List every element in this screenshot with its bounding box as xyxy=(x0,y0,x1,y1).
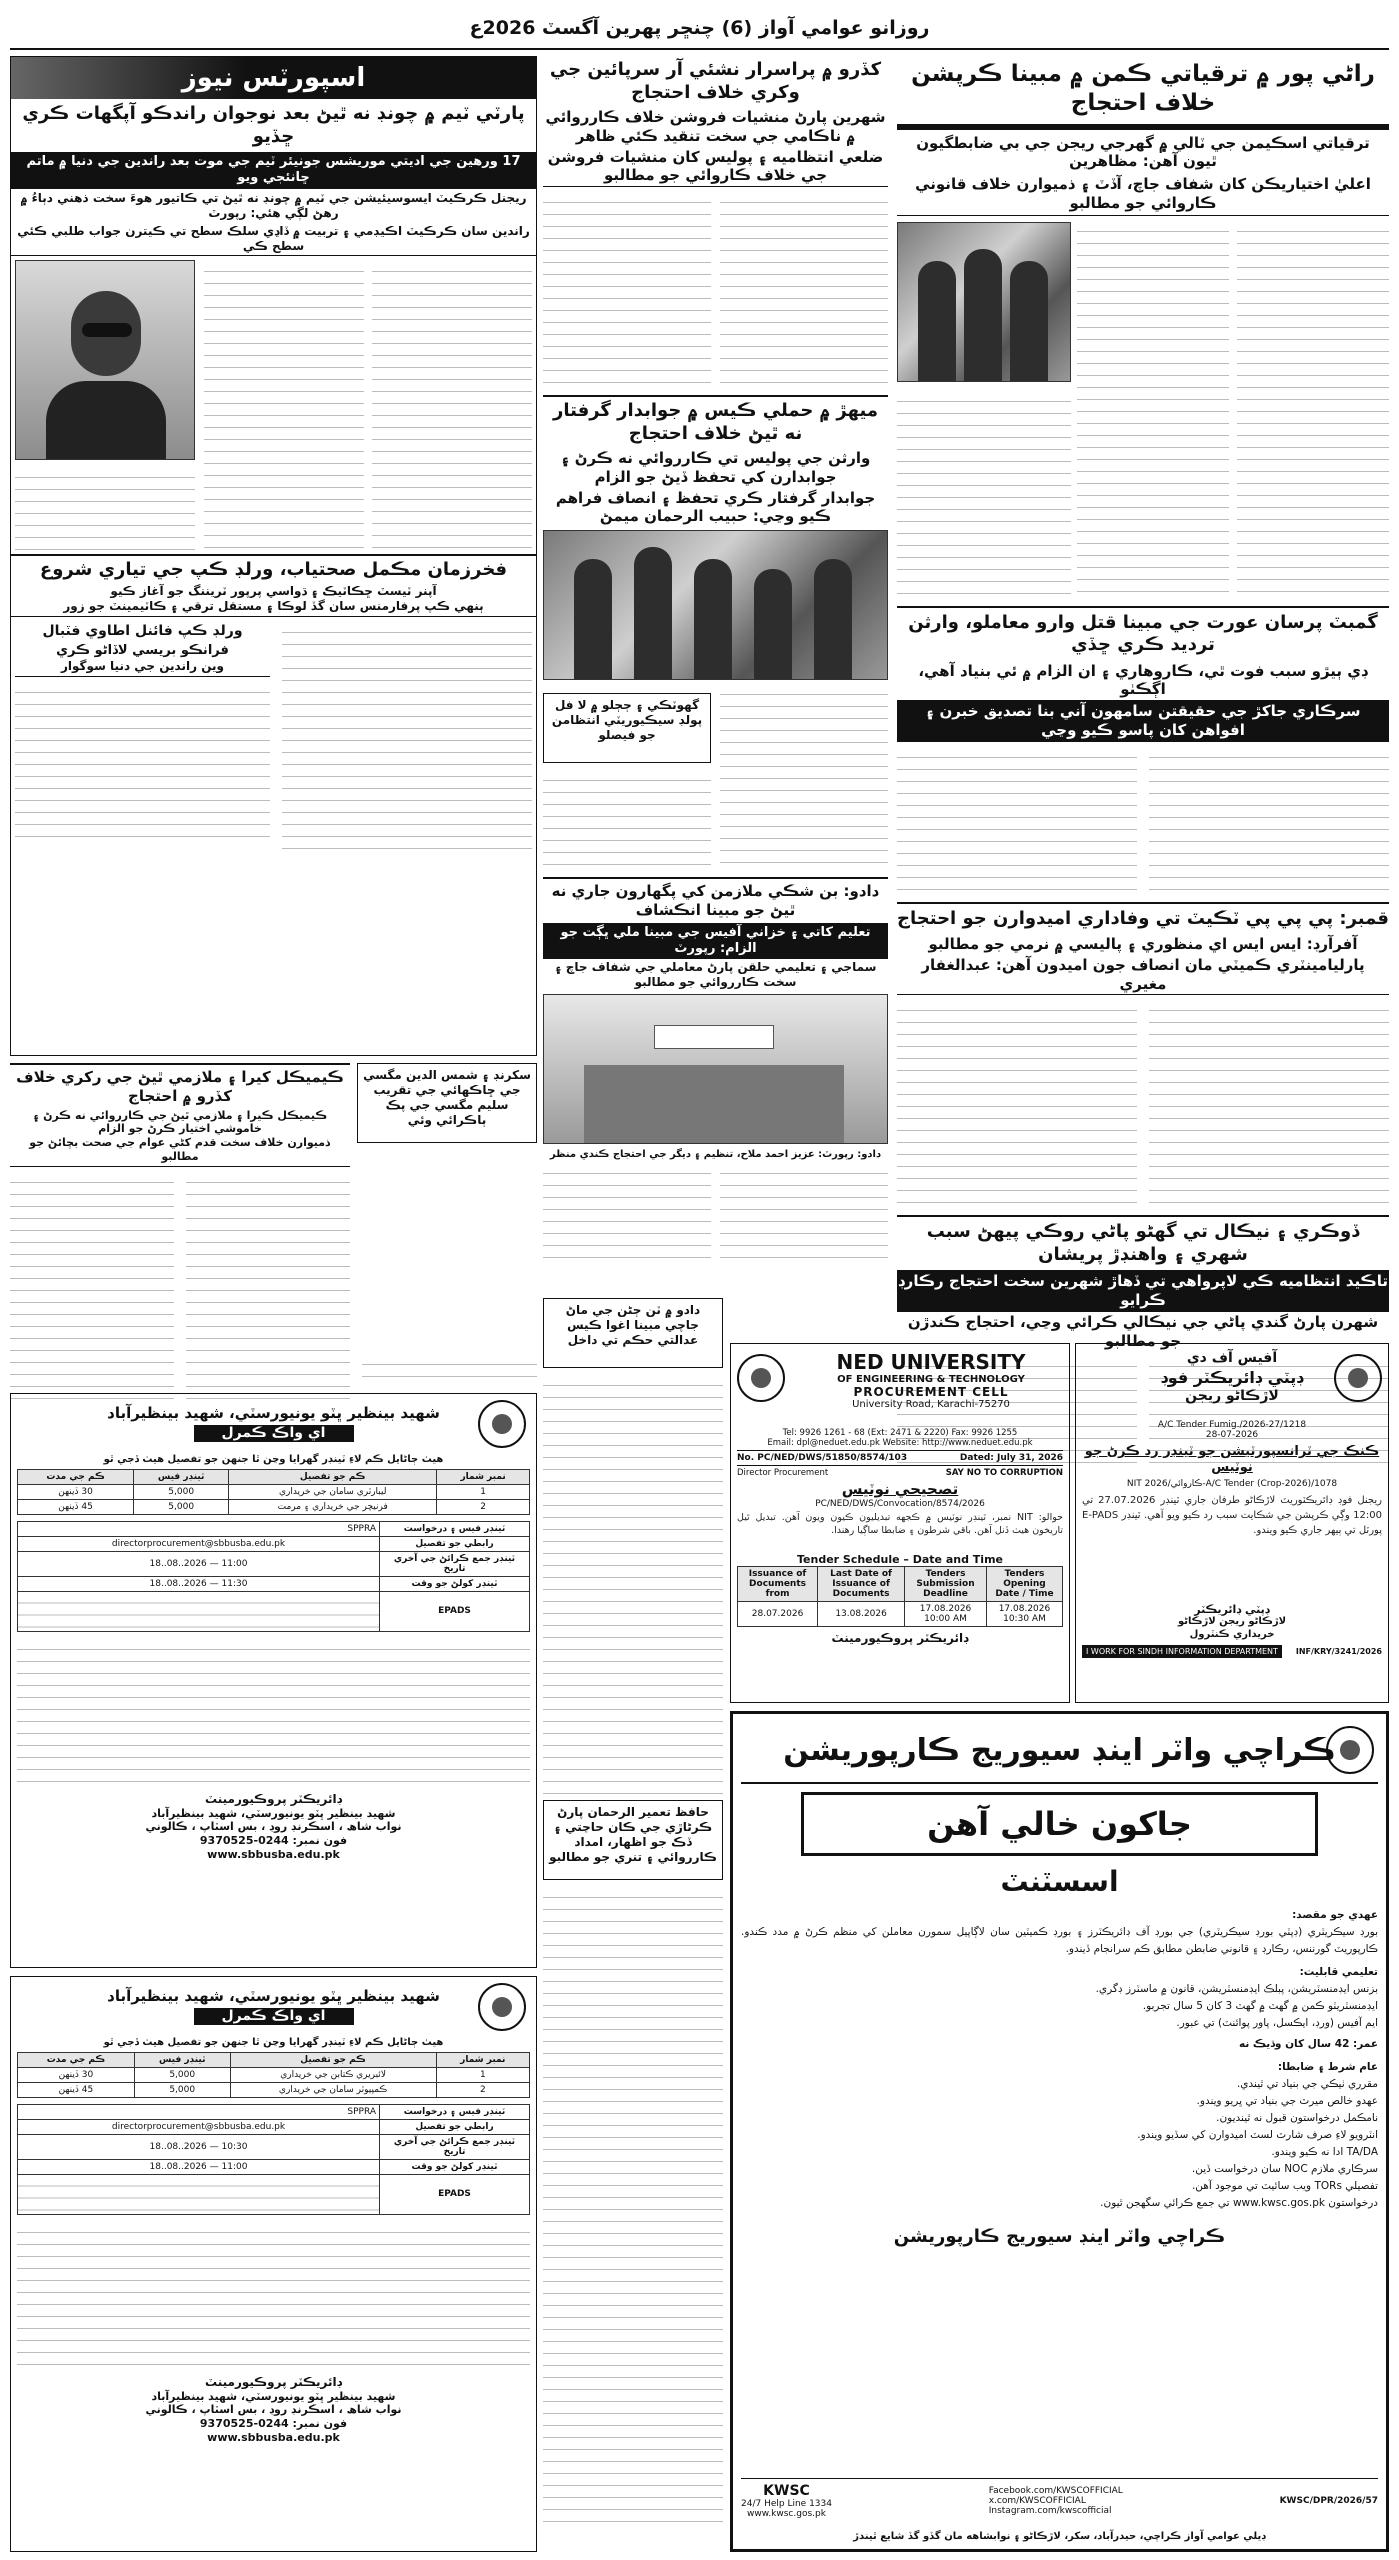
ned-director: Director Procurement xyxy=(737,1468,829,1478)
ned-corruption: SAY NO TO CORRUPTION xyxy=(945,1468,1063,1478)
th-fee: ٽينڊر فيس xyxy=(134,1469,229,1484)
kwsc-logo xyxy=(1326,1726,1374,1774)
sports-title: اسپورٽس نيوز xyxy=(11,57,536,99)
food-date: 28-07-2026 xyxy=(1205,1430,1259,1440)
list-item: سرڪاري ملازم NOC سان درخواست ڏين. xyxy=(1191,2163,1378,2175)
headline-mehar: ميهڙ ۾ حملي ڪيس ۾ جوابدار گرفتار نه ٿيڻ خلاف احتجاج xyxy=(552,400,879,444)
ned-notice-title: تصحيحي نوٽيس xyxy=(841,1480,959,1498)
story-text xyxy=(282,621,532,851)
story-text xyxy=(10,1171,174,1401)
ned-body: حوالو: NIT نمبر، ٽينڊر نوٽيس ۾ ڪجھه تبديليون ڪيون ويون آهن. تبديل ٿيل تاريخون هيٺ ڏنل آهن. باقي شرطون ۽ ضابطا ساڳيا رهندا. xyxy=(737,1511,1063,1536)
list-item: عهدو خالص ميرٽ جي بنياد تي ڀريو ويندو. xyxy=(1196,2095,1378,2107)
sbbu-info-table: ٽينڊر فيس ۽ درخواست SPPRA رابطي جو تفصيل directorprocurement@sbbusba.edu.pk ٽينڊر جمع ڪرائڻ جي آخري تاريخ 18..08..2026 — 11:00 ٽينڊر کولڻ جو وقت 18..08..2026 — 11:30 EPADS xyxy=(17,1521,530,1632)
office-building-photo xyxy=(543,994,888,1144)
deck2-drainage: شهرن پارڻ گندي پاڻي جي نيڪالي ڪرائي وڃي، احتجاج ڪندڙن جو مطالبو xyxy=(907,1312,1379,1350)
hafiz-inset: حافظ تعمير الرحمان پارڻ ڪرڻاڙي جي ڪان حاڃتي ۽ ڏڪ جو اظهار، امداد ڪارروائي ۽ تنري جو مطالبو xyxy=(543,1800,723,1880)
kwsc-name: ڪراچي واٽر اينڊ سيوريج ڪارپوريشن xyxy=(783,1733,1336,1768)
kwsc-web[interactable]: www.kwsc.gos.pk xyxy=(747,2509,826,2519)
list-item: نامڪمل درخواستون قبول نه ٿينديون. xyxy=(1216,2112,1378,2124)
headline-rani-pur: راڻي پور ۾ ترقياتي ڪمن ۾ مبينا ڪرپشن خلاف احتجاج xyxy=(911,61,1375,116)
food-title: ڊپٽي ڊائريڪٽر فوڊ xyxy=(1160,1367,1304,1387)
story-text xyxy=(372,260,532,550)
deck-fakhar: آپنر ٽيسٽ ڇڪاٽيڪ ۽ ڌواسي پرپور ٽريننگ جو آغاز ڪيو xyxy=(110,584,437,598)
story-text xyxy=(543,1886,723,2526)
deck-rani-pur xyxy=(897,124,1389,130)
sindh-slogan: I WORK FOR SINDH xyxy=(1086,1647,1164,1657)
story-text xyxy=(897,746,1137,896)
story-text xyxy=(1149,999,1389,1209)
kwsc-purpose: بورڊ سيڪريٽري (ڊپٽي بورڊ سيڪريٽري) جي بورڊ آف ڊائريڪٽرز ۽ بورڊ ڪميٽين سان لاڳاپيل سمورن معاملن کي منظم ڪرڻ ۾ مدد ڪندو. ڪارپوريٽ گورننس، رڪارڊ ۽ قانوني ضابطن مطابق ڪم سرانجام ڏيندو. xyxy=(741,1926,1378,1955)
dadu-abduction-inset: دادو ۾ ٽن ڄڻن جي ماڻ جاچي مبينا اغوا ڪيس عدالتي حڪم تي داخل xyxy=(543,1298,723,1368)
food-body: ريجنل فوڊ ڊائريڪٽوريٽ لاڙڪاڻو طرفان جاري ٽينڊر 27.07.2026 تي 12:00 وڳي ڪرپشن جي شڪايت سبب رد ڪيو ويو آهي. ٽينڊر E-PADS پورٽل تي ٻيهر جاري ڪيو ويندو. xyxy=(1082,1494,1382,1536)
protest-photo xyxy=(897,222,1071,382)
list-item: انٽرويو لاءِ صرف شارٽ لسٽ اميدوارن کي سڏيو ويندو. xyxy=(1137,2129,1378,2141)
deck2-gambat: سرڪاري جاکڙ جي حقيقتن سامهون آني بنا تصديق خبرن ۽ افواهن کان پاسو ڪيو وڃي xyxy=(897,700,1389,742)
kwsc-x[interactable]: x.com/KWSCOFFICIAL xyxy=(988,2496,1086,2506)
story-text xyxy=(543,769,711,873)
ned-date: Dated: July 31, 2026 xyxy=(959,1453,1063,1463)
table-row: 2 فرنيچر جي خريداري ۽ مرمت 5,000 45 ڏينهن xyxy=(18,1499,530,1514)
sbbu-tender-ad-2: شهيد بينظير ڀٽو يونيورسٽي، شهيد بينظيرآباد اي واڪ ڪمرل هيٺ ڄاڻايل ڪم لاءِ ٽينڊر گهرايا وڃن ٿا جنهن جو تفصيل هيٺ ڏجي ٿو نمبر شمار ڪم جو تفصيل ٽينڊر فيس ڪم جي مدت 1 لائبريري ڪتابن جي خريداري 5,000 30 ڏينهن 2 ڪمپيوٽر سامان جي خريداري 5,000 45 ڏينهن ٽينڊر فيس ۽ درخواست SPPRA رابطي جو تفصيل directorprocurement@sbbusba.edu.pk ٽينڊر جمع ڪرائڻ جي آخري تاريخ 18..08..2026 — 10:30 ٽينڊر کولڻ جو وقت 18..08..2026 — 11:00 EPADS ڊائريڪٽر پروڪيورمينٽ شهيد بينظير ڀٽو يونيورسٽي، شهيد بينظيرآباد نواب شاھ ، اسڪرنڊ روڊ ، بس اسٽاپ ، ڪالوني فون نمبر: 0244-9370525 www.sbbusba.edu.pk xyxy=(10,1976,537,2552)
sbbu-sign2: شهيد بينظير ڀٽو يونيورسٽي، شهيد بينظيرآباد xyxy=(151,1806,396,1820)
list-item: درخواستون www.kwsc.gos.pk تي جمع ڪرائي سگهجن ٿيون. xyxy=(1100,2197,1378,2209)
inset-title: گهوٽڪي ۽ ڄڄلو ۾ لا فل پولڊ سيڪيوريٽي انتظامن جو فيصلو xyxy=(551,698,703,742)
deck2-worldcup: وين راندين جي دنيا سوگوار xyxy=(15,659,270,677)
kwsc-post: اسسٽنٽ xyxy=(1000,1865,1119,1898)
sbbu-name: شهيد بينظير ڀٽو يونيورسٽي، شهيد بينظيرآباد xyxy=(107,1987,440,2005)
lower-inset-column xyxy=(543,1298,723,2552)
deck2-mehar: جوابدار گرفتار ڪري تحفظ ۽ انصاف فراهم ڪيو وڃي: حبيب الرحمان ميمڻ xyxy=(555,488,876,526)
sbbu-title: اي واڪ ڪمرل xyxy=(194,1425,354,1443)
kwsc-qual-heading: تعليمي قابليت: xyxy=(1299,1966,1378,1978)
middle-column xyxy=(543,56,888,1296)
deck2-khadro: ضلعي انتظاميه ۽ پوليس کان منشيات فروشن جي خلاف ڪاروائي جو مطالبو xyxy=(543,147,888,188)
story-text xyxy=(186,1171,350,1401)
story-text xyxy=(897,999,1137,1209)
kwsc-job-ad xyxy=(730,1711,1389,2552)
sbbu-email[interactable]: directorprocurement@sbbusba.edu.pk xyxy=(18,1536,380,1551)
masthead-text: روزانو عوامي آواز (6) چنڇر پهرين آگسٽ 2026ع xyxy=(469,17,930,39)
kwsc-ref: KWSC/DPR/2026/57 xyxy=(1279,2496,1378,2506)
kwsc-age: عمر: 42 سال کان وڌيڪ نه xyxy=(1238,2038,1378,2050)
deck-dadu: تعليم کاتي ۽ خزاني آفيس جي مبينا ملي ڀڳت جو الزام: رپورٽ xyxy=(543,923,888,960)
sbbu-info-table-2: ٽينڊر فيس ۽ درخواست SPPRA رابطي جو تفصيل directorprocurement@sbbusba.edu.pk ٽينڊر جمع ڪرائڻ جي آخري تاريخ 18..08..2026 — 10:30 ٽينڊر کولڻ جو وقت 18..08..2026 — 11:00 EPADS xyxy=(17,2104,530,2215)
sbbu-web[interactable]: www.sbbusba.edu.pk xyxy=(207,1847,340,1861)
ned-notice xyxy=(730,1343,1070,1703)
story-text xyxy=(362,1353,537,1383)
sbbu-address: نواب شاھ ، اسڪرنڊ روڊ ، بس اسٽاپ ، ڪالوني xyxy=(145,1820,402,1834)
table-row: 28.07.2026 13.08.2026 17.08.2026 10:00 AM 17.08.2026 10:30 AM xyxy=(738,1601,1063,1626)
food-nit: NIT ڪاروائي/2026-A/C Tender (Crop-2026)/1078 xyxy=(1126,1478,1338,1489)
ned-address: University Road, Karachi-75270 xyxy=(852,1399,1010,1410)
food-sign2: لاڙڪاڻو ريجن لاڙڪاڻو xyxy=(1177,1616,1287,1628)
sindh-info-dept: INFORMATION DEPARTMENT xyxy=(1165,1647,1278,1657)
ned-logo xyxy=(737,1354,785,1402)
food-org: آفيس آف دي xyxy=(1186,1350,1278,1366)
newspaper-page xyxy=(10,8,1389,2552)
deck-gambat: ڊي ٻيڙو سبب فوت ٿي، ڪاروهاري ۽ ان الزام ۾ ئي بنياد آهي، اڳڪٺو xyxy=(918,661,1368,699)
security-inset xyxy=(543,693,711,763)
sbbu-notice: هيٺ ڄاڻايل ڪم لاءِ ٽينڊر گهرايا وڃن ٿا جنهن جو تفصيل هيٺ ڏجي ٿو xyxy=(103,2037,444,2048)
food-sign3: خريداري ڪنٽرول xyxy=(1189,1628,1275,1640)
deck-khadro: شهرين پارڻ منشيات فروشن خلاف ڪارروائي ۾ ناڪامي جي سخت تنقيد ڪئي ظاهر xyxy=(545,108,886,145)
kwsc-purpose-heading: عهدي جو مقصد: xyxy=(1292,1909,1378,1921)
sports-column xyxy=(10,56,537,1056)
story-text xyxy=(720,1162,888,1258)
deck-mehar: وارثن جي پوليس تي ڪارروائي نه ڪرڻ ۽ جوابدارن کي تحفظ ڏيڻ جو الزام xyxy=(560,449,871,486)
ned-sign: ڊائريڪٽر پروڪيورمينٽ xyxy=(831,1630,969,1645)
story-text xyxy=(720,191,888,391)
th-detail: ڪم جو تفصيل xyxy=(229,1469,437,1484)
ned-email: Email: dpl@neduet.edu.pk Website: http://www.neduet.edu.pk xyxy=(767,1438,1033,1448)
ned-schedule-title: Tender Schedule – Date and Time xyxy=(796,1552,1003,1566)
deck-chemical: ڪيميڪل ڪيرا ۽ ملازمي ٿيڻ جي ڪارروائي نه ڪرڻ ۽ خاموشي اختيار ڪرڻ جو الزام xyxy=(32,1108,328,1136)
deck2-rani-pur: ترقياتي اسڪيمن جي ٽالي ۾ گهرجي ريجن جي بي ضابطگيون ٿيون آهن: مظاهرين xyxy=(916,133,1370,171)
deck2-chemical: ذميوارن خلاف سخت قدم کڻي عوام جي صحت بچائڻ جو مطالبو xyxy=(10,1136,350,1167)
deck-qambar: آفرآرڊ: ايس ايس اي منظوري ۽ پاليسي ۾ نرمي جو مطالبو xyxy=(928,935,1358,953)
deck-worldcup: فرانڪو بريسي لاڏاڻو ڪري xyxy=(56,642,229,658)
food-dept-notice xyxy=(1075,1343,1389,1703)
sbbu-name: شهيد بينظير ڀٽو يونيورسٽي، شهيد بينظيرآباد xyxy=(107,1404,440,1422)
deck2-sports: ريجنل ڪرڪيٽ ايسوسيئيشن جي ٽيم ۾ چونڊ نه ٿيڻ تي ڪاتيور هوءَ سخت ذهني دٻاءُ ۾ رهڻ لڳي هئي: رپورٽ xyxy=(20,190,527,220)
ned-cell: PROCUREMENT CELL xyxy=(853,1385,1009,1399)
sbbu-notice: هيٺ ڄاڻايل ڪم لاءِ ٽينڊر گهرايا وڃن ٿا جنهن جو تفصيل هيٺ ڏجي ٿو xyxy=(103,1454,444,1465)
list-item: TA/DA ادا نه ڪيو ويندو. xyxy=(1271,2146,1378,2158)
story-text xyxy=(15,466,195,550)
kwsc-helpline: 24/7 Help Line 1334 xyxy=(741,2499,832,2509)
story-text xyxy=(1077,220,1229,600)
press-club-photo xyxy=(543,530,888,680)
ned-schedule-table: Issuance of Documents from Last Date of Issuance of Documents Tenders Submission Deadline Tenders Opening Date / Time 28.07.2026 13.08.2026 17.08.2026 10:00 AM 17.08.2026 10:30 AM xyxy=(737,1566,1063,1627)
story-text xyxy=(1149,746,1389,896)
kwsc-footer: ڊيلي عوامي آواز ڪراچي، حيدرآباد، سکر، لاڙڪاڻو ۽ نوابشاهه مان گڏو گڏ شايع ٿيندڙ xyxy=(853,2530,1266,2542)
deck-sports: 17 ورهين جي اديتي موريشس جونيئر ٽيم جي موت بعد راندين جي دنيا ۾ ماتم ڇانئجي ويو xyxy=(11,152,536,189)
list-item: ايم آفيس (ورڊ، ايڪسل، پاور پوائنٽ) تي عبور. xyxy=(1176,2017,1378,2029)
list-item: ايڊمنسٽريٽو ڪمن ۾ گهٽ ۾ گهٽ 3 کان 5 سال تجربو. xyxy=(1142,2000,1378,2012)
headline-gambat: گمبٽ پرسان عورت جي مبينا قتل وارو معاملو، وارثن ترديد ڪري ڇڏي xyxy=(908,611,1378,655)
ned-name: NED UNIVERSITY xyxy=(836,1350,1026,1374)
deck2-qambar: پارليامينٽري ڪميٽي مان انصاف جون اميدون آهن: عبدالغفار مغيري xyxy=(897,955,1389,996)
deck2-dadu: سماجي ۽ تعليمي حلقن پارڻ معاملي جي شفاف جاچ ۽ سخت ڪارروائي جو مطالبو xyxy=(554,960,877,989)
ned-subname: OF ENGINEERING & TECHNOLOGY xyxy=(837,1374,1025,1385)
deck3-rani-pur: اعليٰ اختياريڪن کان شفاف جاچ، آڏٽ ۽ ذميوارن خلاف قانوني ڪاروائي جو مطالبو xyxy=(897,173,1389,216)
food-sign: ڊپٽي ڊائريڪٽر xyxy=(1194,1602,1270,1616)
list-item: تفصيلي TORs ويب سائيٽ تي موجود آهن. xyxy=(1191,2180,1378,2192)
th-time: ڪم جي مدت xyxy=(18,1469,134,1484)
chemical-story xyxy=(10,1063,350,1383)
story-text xyxy=(15,681,270,841)
lower-text-column xyxy=(362,1353,537,2552)
list-item: مقرري ٺيڪي جي بنياد تي ٿيندي. xyxy=(1236,2078,1378,2090)
masthead xyxy=(10,8,1389,50)
sbbu-title2: اي واڪ ڪمرل xyxy=(194,2008,354,2026)
list-item: بزنس ايڊمنسٽريشن، پبلڪ ايڊمنسٽريشن، قانون ۾ ماسٽرز ڊگري. xyxy=(1095,1983,1378,1995)
deck-drainage: تاڪيد انتظاميه ڪي لاپرواهي تي ڏهاڙ شهرين سخت احتجاج رڪارڊ ڪرايو xyxy=(897,1270,1389,1312)
right-column xyxy=(897,56,1389,1350)
story-text xyxy=(543,1162,711,1258)
food-region: لاڙڪاڻو ريجن xyxy=(1185,1387,1279,1404)
inset-column xyxy=(357,1063,537,1343)
table-row: 1 ليبارٽري سامان جي خريداري 5,000 30 ڏينهن xyxy=(18,1484,530,1499)
story-text xyxy=(543,1374,723,1794)
headline-fakhar: فخرزمان مڪمل صحتياب، ورلڊ ڪپ جي تياري شروع xyxy=(39,558,508,580)
food-ref: A/C Tender Fumig./2026-27/1218 xyxy=(1157,1420,1307,1430)
story-text xyxy=(204,260,364,550)
sbbu-phone: فون نمبر: 0244-9370525 xyxy=(199,1834,348,1847)
story-text xyxy=(897,390,1071,600)
kwsc-logo-text: KWSC xyxy=(763,2483,810,2499)
ned-ref: No. PC/NED/DWS/51850/8574/103 xyxy=(737,1453,908,1463)
kwsc-rules-heading: عام شرط ۽ ضابطا: xyxy=(1277,2061,1378,2073)
table-row: 1 لائبريري ڪتابن جي خريداري 5,000 30 ڏينهن xyxy=(18,2067,530,2082)
headline-qambar: قمبر: پي پي پي ٽڪيٽ تي وفاداري اميدوارن جو احتجاج xyxy=(897,907,1389,929)
sindh-govt-logo xyxy=(1334,1354,1382,1402)
headline-khadro: کڏرو ۾ پراسرار نشئي آر سرپائين جي وکري خلاف احتجاج xyxy=(549,59,882,103)
food-inf: INF/KRY/3241/2026 xyxy=(1295,1647,1382,1657)
th-serial: نمبر شمار xyxy=(437,1469,530,1484)
food-subject: ڪنڪ جي ٽرانسپورٽيشن جو ٽينڊر رد ڪرڻ جو نوٽيس xyxy=(1084,1444,1380,1476)
headline-worldcup: ورلڊ ڪپ فائنل اطاوي فٽبال xyxy=(42,623,243,639)
kwsc-facebook[interactable]: Facebook.com/KWSCOFFICIAL xyxy=(988,2486,1123,2496)
table-row: 2 ڪمپيوٽر سامان جي خريداري 5,000 45 ڏينهن xyxy=(18,2082,530,2097)
deck2-fakhar: ٻنهي ڪپ پرفارمنس سان گڏ لوڪا ۽ مستقل ترقي ۽ ڪاٽيمينٽ جو زور xyxy=(11,599,536,617)
headline-chemical: ڪيميڪل کيرا ۽ ملازمي ٿيڻ جي رکري خلاف کڏرو ۾ احتجاج xyxy=(10,1063,350,1109)
headline-sports: پارٽي ٽيم ۾ چونڊ نه ٿيڻ بعد نوجوان راندڪو آپگهات ڪري ڇڏيو xyxy=(22,103,525,147)
sakrand-inset xyxy=(357,1063,537,1143)
ned-tel: Tel: 9926 1261 - 68 (Ext: 2471 & 2220) Fax: 9926 1255 xyxy=(782,1428,1018,1438)
story-text xyxy=(543,191,711,391)
kwsc-vacancy-box: جاکون خالي آهن xyxy=(801,1792,1318,1856)
headline-drainage: ڏوڪري ۽ نيڪال تي گهڻو پاڻي روڪي پيهڻ سبب شهري ۽ واهنڊڙ پريشان xyxy=(926,1221,1360,1265)
kwsc-sign: ڪراچي واٽر اينڊ سيوريج ڪارپوريشن xyxy=(893,2226,1226,2247)
story-text xyxy=(1237,220,1389,600)
deck3-sports: راندين سان ڪرڪيٽ اڪيڊمي ۽ تربيت ۾ ڏاڍي سلڪ سطح تي ڪيترن جواب طلبي ڪئي سطح ڪي xyxy=(11,223,536,256)
photo-caption-dadu: دادو: رپورٽ: عزيز احمد ملاح، تنظيم ۽ ديگر جي احتجاج ڪندي منظر xyxy=(549,1149,882,1160)
kwsc-instagram[interactable]: Instagram.com/kwscofficial xyxy=(988,2506,1112,2516)
ned-ref2: PC/NED/DWS/Convocation/8574/2026 xyxy=(815,1498,985,1509)
athlete-photo xyxy=(15,260,195,460)
story-text xyxy=(720,683,888,873)
inset-sakrand: سکرنڊ ۽ شمس الدين مگسي جي ڇاڪهائي جي تقريب سليم مگسي جي پڪ ٻاڪرائي وئي xyxy=(363,1068,531,1127)
sbbu-table-2: نمبر شمار ڪم جو تفصيل ٽينڊر فيس ڪم جي مدت 1 لائبريري ڪتابن جي خريداري 5,000 30 ڏينهن 2 ڪمپيوٽر سامان جي خريداري 5,000 45 ڏينهن xyxy=(17,2052,530,2098)
headline-dadu: دادو: بن شڪي ملازمن کي پگهارون جاري نه ٿيڻ جو مبينا انڪشاف xyxy=(551,882,880,919)
sbbu-sign: ڊائريڪٽر پروڪيورمينٽ xyxy=(205,1791,342,1806)
